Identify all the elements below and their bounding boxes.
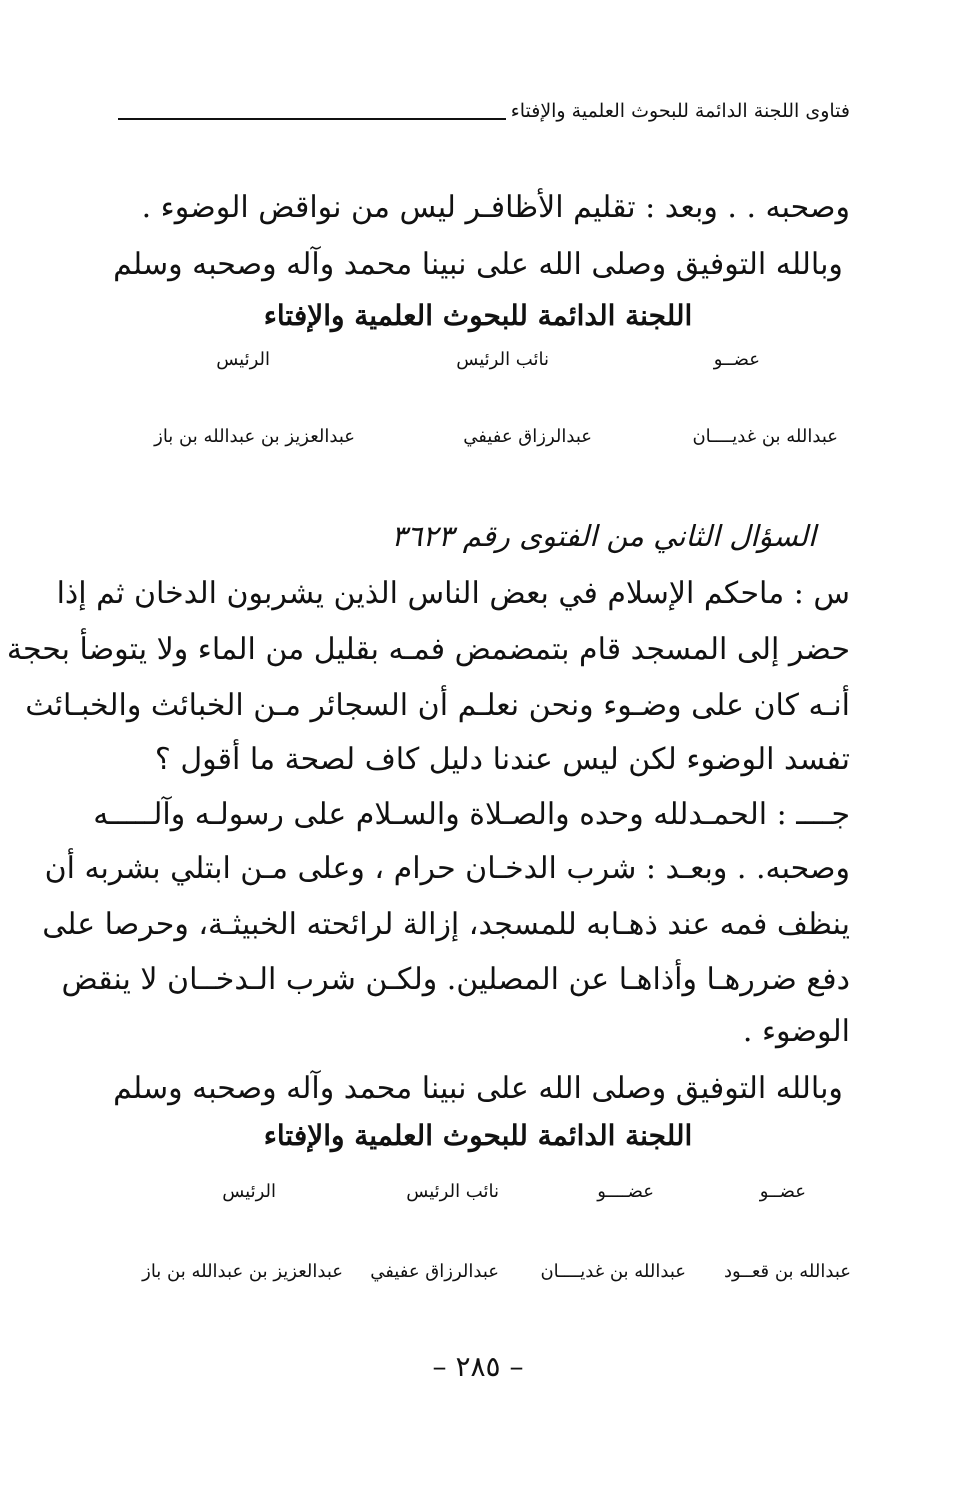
question-line: حضر إلى المسجد قام بتمضمض فمـه بقليل من الماء ولا يتوضأ بحجة: [6, 632, 850, 667]
fatwa2-title: السؤال الثاني من الفتوى رقم ٣٦٢٣: [391, 519, 816, 553]
fatwa1-committee-name: اللجنة الدائمة للبحوث العلمية والإفتاء: [263, 299, 693, 332]
fatwa2-name-member-1: عبدالله بن قعــود: [723, 1261, 851, 1282]
answer-line: الوضوء .: [742, 1014, 850, 1049]
fatwa2-closing: وبالله التوفيق وصلى الله على نبينا محمد وآله وصحبه وسلم: [113, 1071, 843, 1106]
fatwa1-role-vice-president: نائب الرئيس: [456, 349, 549, 370]
fatwa2-role-president: الرئيس: [222, 1181, 276, 1202]
header-divider: [118, 118, 506, 120]
fatwa2-name-vice-president: عبدالرزاق عفيفي: [370, 1261, 499, 1282]
answer-line: دفع ضررهـا وأذاهـا عن المصلين. ولكـن شرب الـدخــان لا ينقض: [61, 962, 850, 997]
answer-line: ينظف فمه عند ذهـابه للمسجد، إزالة لرائحته الخبيثـة، وحرصا على: [42, 907, 850, 942]
fatwa1-role-president: الرئيس: [216, 349, 270, 370]
running-header-title: فتاوى اللجنة الدائمة للبحوث العلمية والإفتاء: [510, 100, 850, 122]
fatwa1-name-member: عبدالله بن غديــــان: [692, 426, 838, 447]
fatwa2-name-president: عبدالعزيز بن عبدالله بن باز: [142, 1261, 343, 1282]
fatwa1-answer-line: وصحبه . . وبعد : تقليم الأظافـر ليس من نواقض الوضوء .: [141, 190, 850, 225]
fatwa2-role-member-1: عضــو: [759, 1181, 806, 1202]
fatwa2-role-member-2: عضــــو: [597, 1181, 654, 1202]
answer-line: وصحبه. . وبعـد : شرب الدخـان حرام ، وعلى مـن ابتلي بشربه أن: [44, 851, 850, 886]
question-line: تفسد الوضوء لكن ليس عندنا دليل كاف لصحة ما أقول ؟: [154, 742, 850, 777]
fatwa1-name-vice-president: عبدالرزاق عفيفي: [463, 426, 592, 447]
answer-line: جــــ : الحمـدلله وحده والصـلاة والسـلام على رسولـه وآلـــــه: [93, 797, 850, 832]
fatwa2-name-member-2: عبدالله بن غديــــان: [540, 1261, 686, 1282]
question-line: أنـه كان على وضـوء ونحن نعلـم أن السجائر مـن الخبائث والخبـائث: [25, 688, 850, 723]
fatwa1-name-president: عبدالعزيز بن عبدالله بن باز: [154, 426, 355, 447]
page-number: – ٢٨٥ –: [432, 1350, 524, 1383]
fatwa2-role-vice-president: نائب الرئيس: [406, 1181, 499, 1202]
fatwa2-committee-name: اللجنة الدائمة للبحوث العلمية والإفتاء: [263, 1119, 693, 1152]
fatwa1-closing: وبالله التوفيق وصلى الله على نبينا محمد وآله وصحبه وسلم: [113, 247, 843, 282]
question-line: س : ماحكم الإسلام في بعض الناس الذين يشربون الدخان ثم إذا: [56, 576, 850, 611]
fatwa1-role-member: عضــو: [713, 349, 760, 370]
